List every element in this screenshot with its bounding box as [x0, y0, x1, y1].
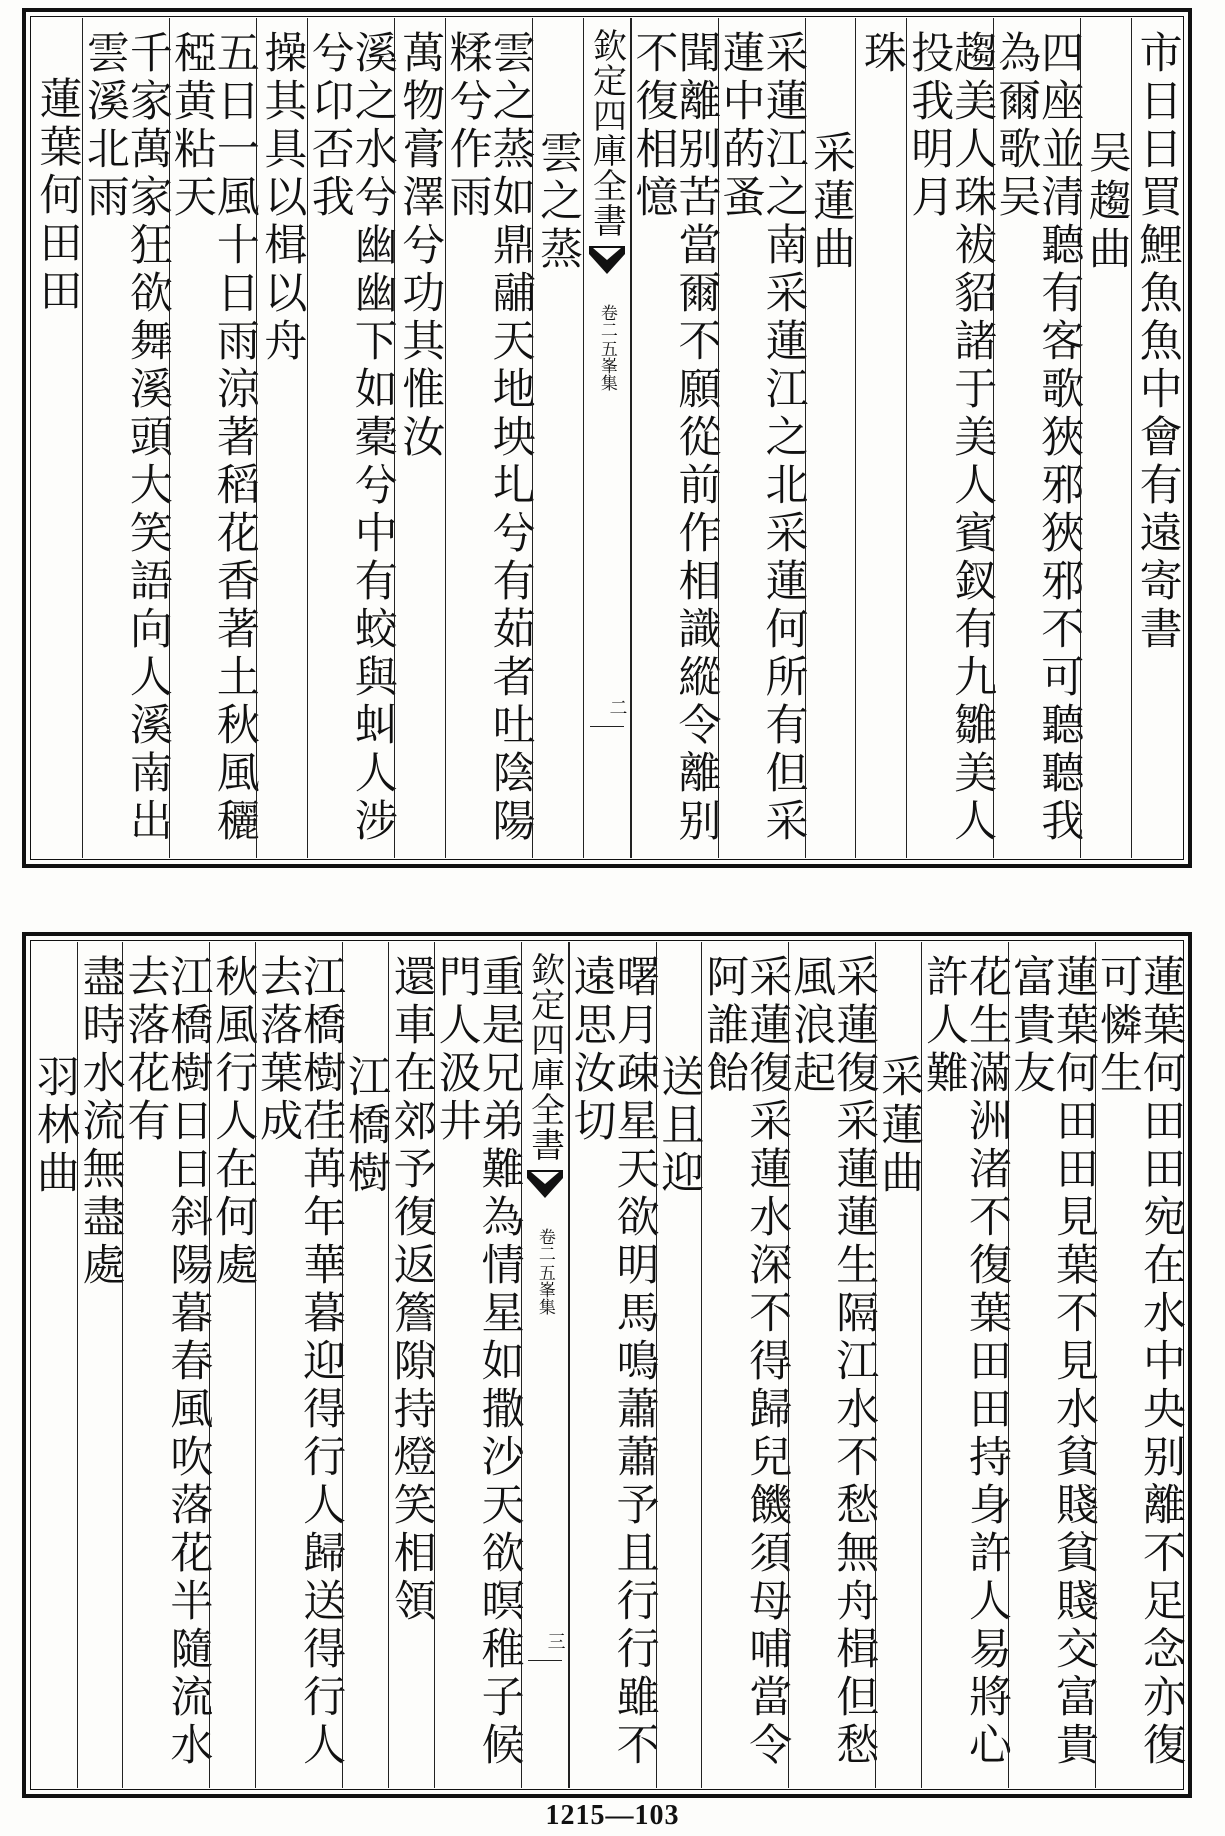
center-strip	[583, 18, 631, 858]
text-column: 江橋樹荏苒年華暮迎得行人歸送得行人去落葉成	[255, 942, 342, 1788]
poem-title: 送且迎	[656, 942, 702, 1788]
text-column: 雲之蒸如鼎鬴天地坱圠兮有茹者吐陰陽糅兮作雨	[445, 18, 532, 858]
text-column: 盡時水流無盡處	[77, 942, 123, 1788]
text-column: 采蓮江之南采蓮江之北采蓮何所有但采蓮中菂蚤	[718, 18, 805, 858]
volume-name: 卷二	[596, 304, 617, 338]
text-column: 秋風行人在何處	[209, 942, 255, 1788]
text-column: 四座並清聽有客歌狹邪狹邪不可聽聽我為爾歌吴	[993, 18, 1080, 858]
folio-bottom	[22, 932, 1192, 1798]
poem-title: 吴趨曲	[1080, 18, 1131, 858]
poem-title: 羽林曲	[29, 1054, 80, 1198]
folio-top	[22, 8, 1192, 868]
text-column: 操其具以楫以舟	[256, 18, 307, 858]
poem-title: 采蓮曲	[805, 18, 856, 858]
fishtail-mark	[525, 1168, 565, 1202]
text-columns-bottom	[29, 942, 1186, 1788]
text-column: 萬物膏澤兮功其惟汝	[394, 18, 445, 858]
text-column: 蓮葉何田田宛在水中央别離不足念亦復可憐生	[1095, 942, 1182, 1788]
text-column: 重是兄弟難為情星如撒沙天欲暝稚子候門人汲井	[434, 942, 521, 1788]
text-column: 采蓮復采蓮水深不得歸兒饑須母哺當令阿誰飴	[701, 942, 788, 1788]
book-title: 欽定四庫全書	[524, 952, 565, 1162]
volume-name: 卷二	[534, 1228, 555, 1262]
poem-title: 雲之蒸	[532, 18, 583, 858]
text-columns-top	[32, 18, 1182, 858]
text-column: 曙月疎星天欲明馬鳴蕭蕭予且行行雖不遠思汝切	[569, 942, 656, 1788]
text-column: 溪之水兮幽幽下如橐兮中有蛟與虯人涉兮卬否我	[307, 18, 394, 858]
collection-label	[597, 304, 616, 391]
text-column: 市日日買鯉魚魚中會有遠寄書	[1131, 18, 1182, 858]
folio-page-number: 二	[606, 698, 628, 716]
text-column: 趨美人珠袚貂諸于美人賓釵有九雛美人投我明月	[906, 18, 993, 858]
collection-name: 五峯集	[596, 340, 617, 391]
text-column: 珠	[855, 18, 906, 858]
center-strip	[521, 942, 569, 1788]
center-rule	[590, 726, 624, 727]
text-column: 五日一風十日雨涼著稻花香著土秋風穲稏黄粘天	[169, 18, 256, 858]
folio-page-number: 三	[544, 1632, 566, 1650]
text-column: 千家萬家狂欲舞溪頭大笑語向人溪南出雲溪北雨	[82, 18, 169, 858]
text-column: 蓮葉何田田	[32, 76, 83, 316]
page-number: 1215—103	[545, 1800, 680, 1831]
collection-name: 五峯集	[534, 1264, 555, 1315]
text-column: 聞離别苦當爾不願從前作相識縱令離别不復相憶	[631, 18, 718, 858]
fishtail-mark	[587, 244, 627, 278]
poem-title: 江橋樹	[342, 942, 388, 1788]
book-title: 欽定四庫全書	[586, 28, 627, 238]
text-column: 采蓮復采蓮蓮生隔江水不愁無舟楫但愁風浪起	[788, 942, 875, 1788]
text-column: 蓮葉何田田見葉不見水貧賤貧賤交富貴富貴友	[1008, 942, 1095, 1788]
text-column: 還車在郊予復返簷隙持燈笑相領	[388, 942, 434, 1788]
text-column: 江橋樹日日斜陽暮春風吹落花半隨流水去落花有	[122, 942, 209, 1788]
text-column: 花生滿洲渚不復葉田田持身許人易將心許人難	[921, 942, 1008, 1788]
collection-label	[535, 1228, 554, 1315]
poem-title: 采蓮曲	[875, 942, 921, 1788]
center-rule	[528, 1660, 562, 1661]
